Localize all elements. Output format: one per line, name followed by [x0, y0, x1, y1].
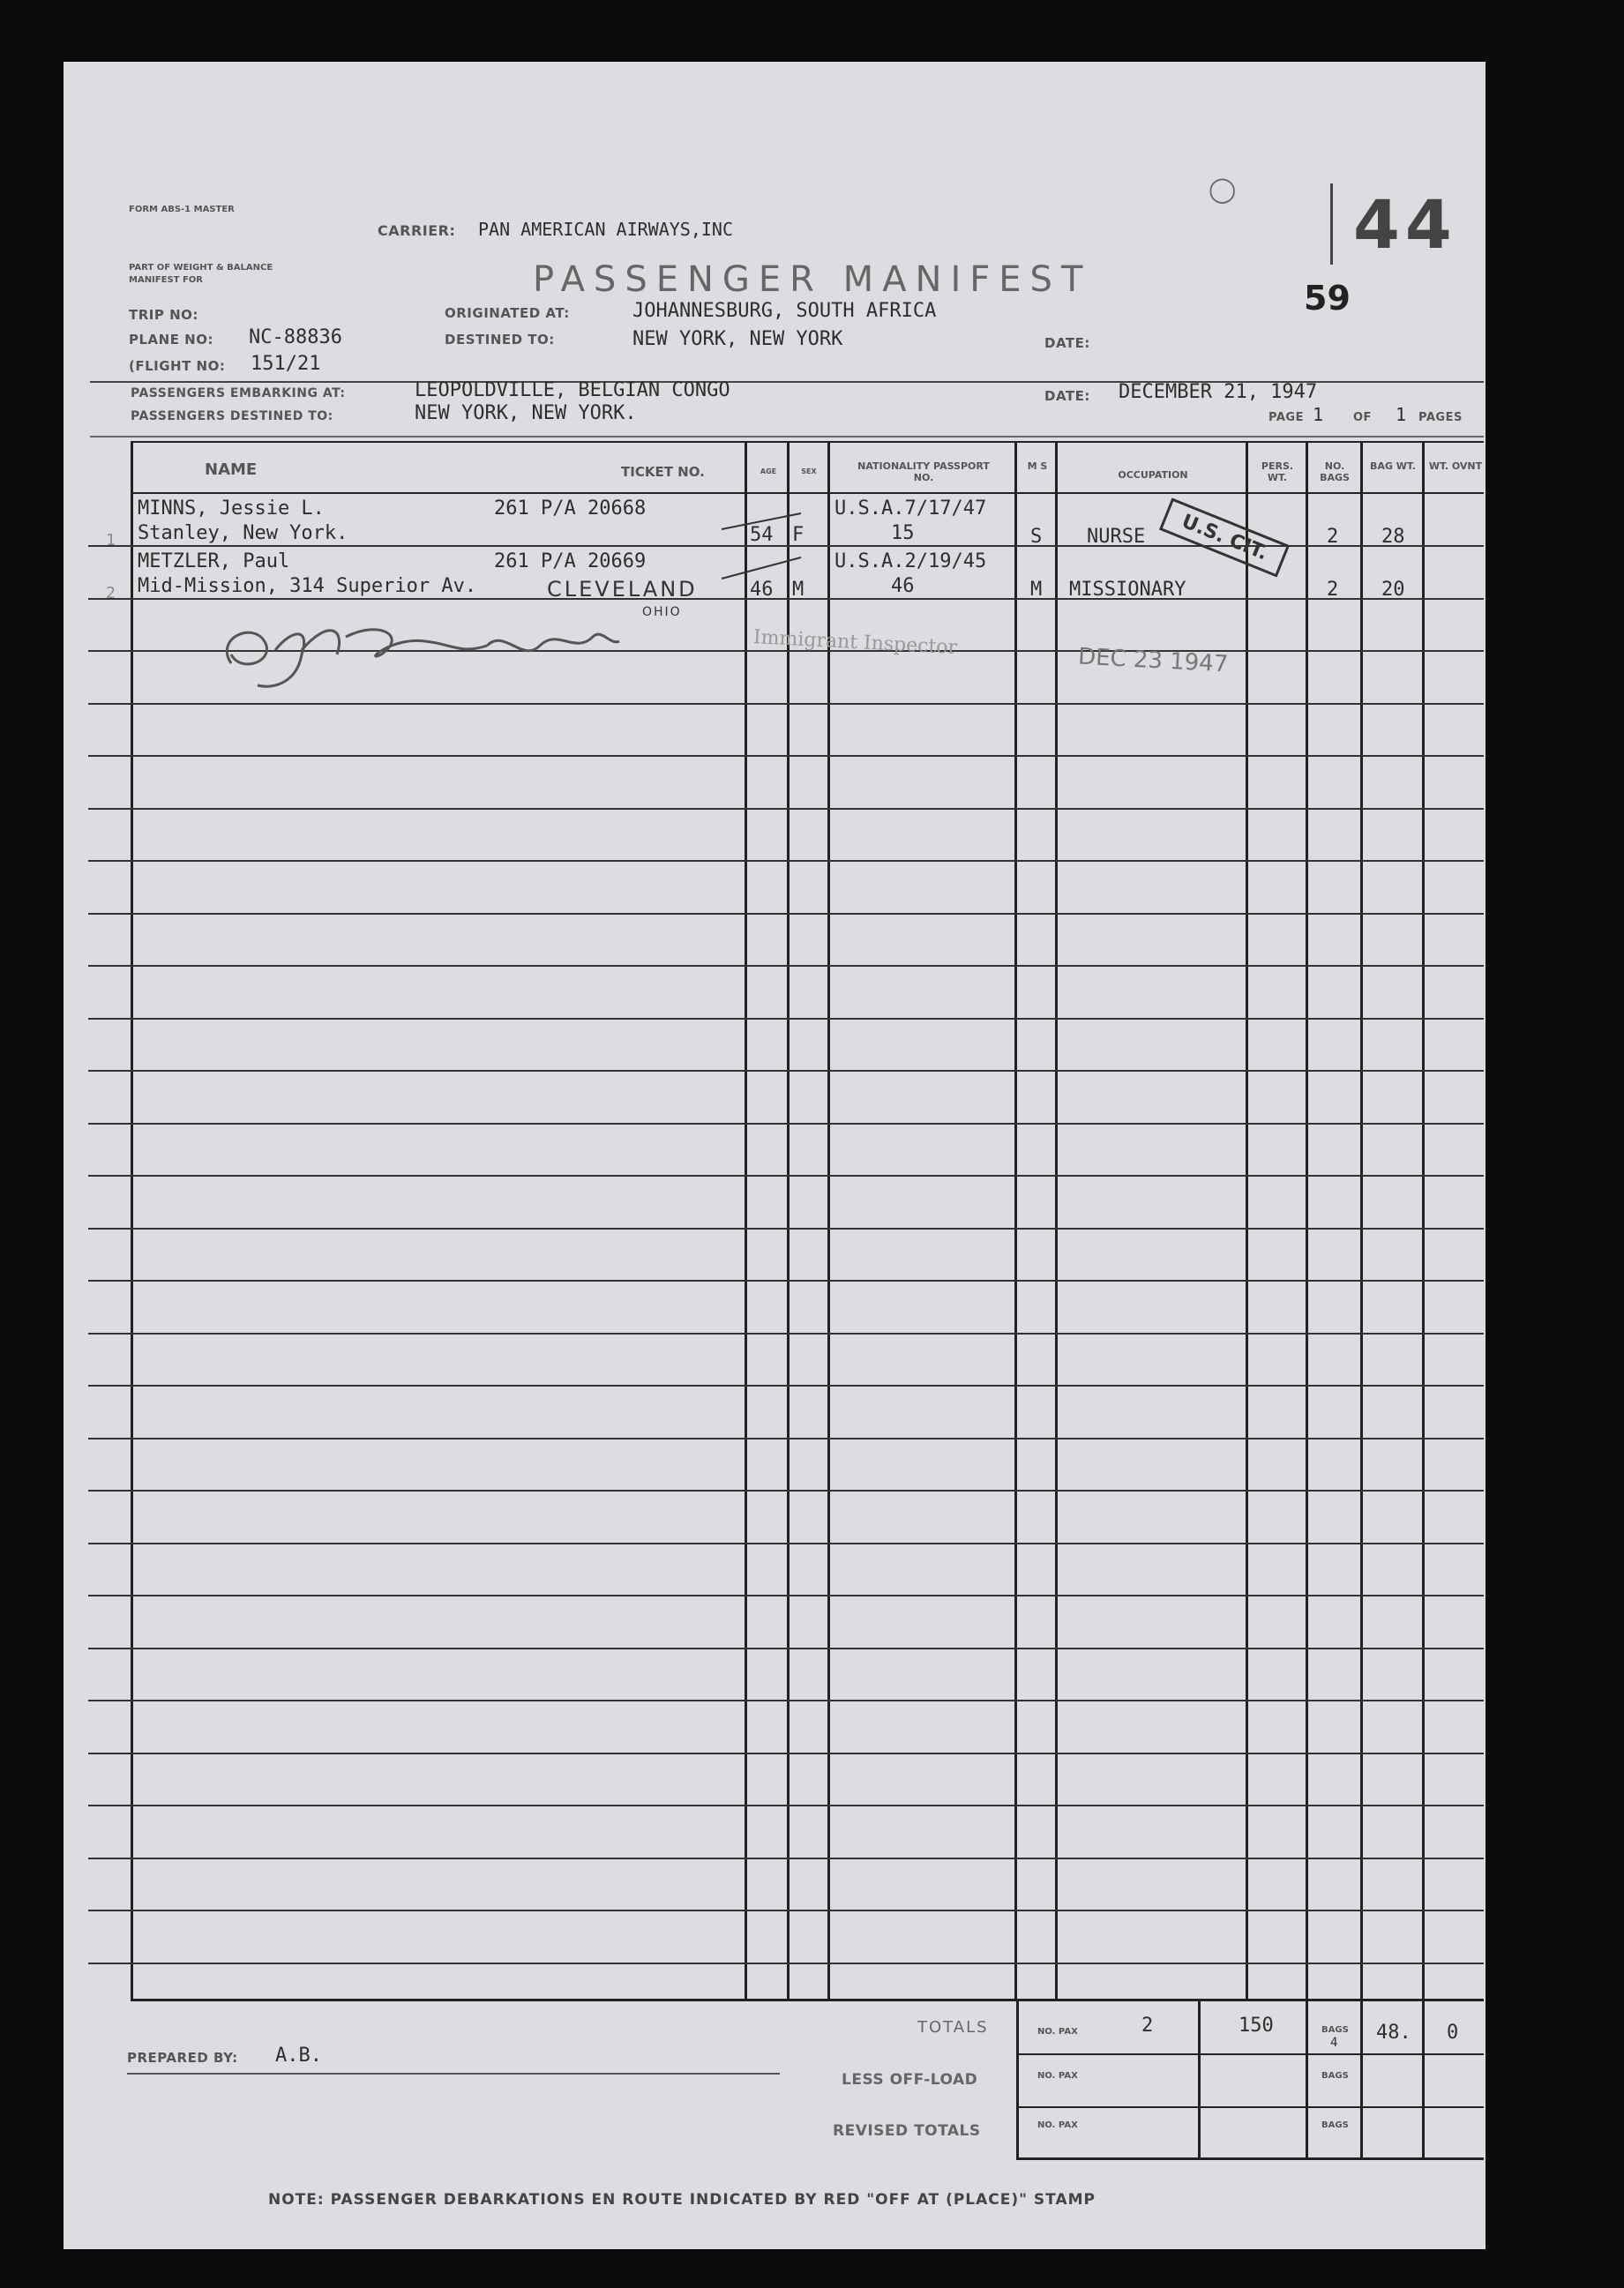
row-2-name: METZLER, Paul — [138, 550, 290, 572]
grid-row-rule — [88, 1280, 1484, 1282]
grid-top-rule — [131, 441, 1484, 443]
page-value: 1 — [1313, 404, 1324, 425]
immigrant-inspector-stamp: Immigrant Inspector — [752, 626, 958, 660]
col-line — [745, 441, 747, 2000]
col-header-no-bags: NO. BAGS — [1320, 460, 1350, 483]
manifest-paper — [64, 62, 1486, 2249]
revised-totals-label: REVISED TOTALS — [833, 2122, 981, 2140]
row-2-occupation: MISSIONARY — [1069, 579, 1186, 601]
row-1-age: 54 — [750, 524, 774, 546]
col-header-pers-wt: PERS. WT. — [1261, 460, 1294, 483]
col-header-ticket: TICKET NO. — [621, 464, 705, 480]
col-line — [1055, 441, 1058, 2000]
row-2-no-bags: 2 — [1327, 579, 1339, 601]
total-pers-wt: 150 — [1239, 2015, 1274, 2037]
col-header-wt-ovnt: WT. OVNT — [1428, 460, 1483, 472]
corner-mark: 44 — [1353, 185, 1457, 264]
grid-row-rule — [88, 1963, 1484, 1964]
row-2-bag-wt: 20 — [1381, 579, 1405, 601]
row-1-ms: S — [1030, 526, 1043, 548]
of-label: OF — [1353, 411, 1372, 424]
row-1-name: MINNS, Jessie L. — [138, 497, 325, 520]
col-line — [1422, 441, 1425, 2000]
col-line — [787, 441, 790, 2000]
row-1-ticket: 261 P/A 20668 — [494, 497, 647, 520]
footer-note: NOTE: PASSENGER DEBARKATIONS EN ROUTE INDICATED BY RED "OFF AT (PLACE)" STAMP — [268, 2191, 1096, 2209]
col-header-nationality: NATIONALITY PASSPORT NO. — [857, 460, 990, 483]
col-line — [1306, 441, 1308, 2000]
destined-pax-value: NEW YORK, NEW YORK. — [415, 402, 637, 424]
row-1-passport-a: U.S.A.7/17/47 — [834, 497, 987, 520]
grid-row-rule — [88, 965, 1484, 967]
row-1-passport-b: 15 — [891, 522, 915, 544]
corner-divider — [1330, 183, 1333, 265]
flight-label: (FLIGHT NO: — [129, 358, 226, 374]
row-1-number: 1 — [106, 531, 116, 550]
plane-value: NC-88836 — [249, 326, 342, 348]
row-2-age: 46 — [750, 579, 774, 601]
row-2-address-handwritten: CLEVELAND — [547, 577, 698, 602]
grid-row-rule — [88, 1910, 1484, 1911]
us-cit-stamp: U.S. CIT. — [1159, 497, 1291, 577]
embarking-value: LEOPOLDVILLE, BELGIAN CONGO — [415, 379, 730, 401]
totals-col — [1306, 1999, 1308, 2159]
bags-label: BAGS — [1321, 2025, 1349, 2035]
bags-label: BAGS — [1321, 2071, 1349, 2081]
pages-value: 1 — [1396, 404, 1407, 425]
totals-label: TOTALS — [917, 2018, 989, 2037]
less-off-load-label: LESS OFF-LOAD — [842, 2071, 978, 2089]
total-bags: 4 — [1330, 2036, 1338, 2050]
grid-row-rule — [88, 755, 1484, 757]
manifest-for-label: MANIFEST FOR — [129, 275, 203, 285]
date-label: DATE: — [1044, 335, 1090, 351]
grid-row-rule — [88, 1018, 1484, 1020]
originated-value: JOHANNESBURG, SOUTH AFRICA — [632, 300, 937, 322]
totals-col — [1016, 1999, 1019, 2159]
col-header-age: AGE — [760, 467, 777, 475]
col-header-sex: SEX — [801, 467, 817, 475]
trip-label: TRIP NO: — [129, 307, 198, 323]
totals-col — [1198, 1999, 1201, 2159]
col-header-ms: M S — [1027, 460, 1048, 472]
pages-label: PAGES — [1418, 411, 1463, 424]
row-1-sex: F — [792, 524, 805, 546]
date2-value: DECEMBER 21, 1947 — [1119, 381, 1318, 403]
grid-row-rule — [88, 808, 1484, 810]
grid-row-rule — [88, 1385, 1484, 1387]
totals-top-rule — [1016, 1999, 1484, 2000]
row-2-passport-a: U.S.A.2/19/45 — [834, 550, 987, 572]
embarking-label: PASSENGERS EMBARKING AT: — [131, 386, 346, 400]
inspection-date-stamp: DEC 23 1947 — [1077, 643, 1230, 678]
total-bag-wt: 48. — [1376, 2022, 1411, 2044]
check-marks — [716, 510, 849, 580]
prepared-by-line — [127, 2073, 780, 2075]
bags-label: BAGS — [1321, 2120, 1349, 2130]
prepared-by-label: PREPARED BY: — [127, 2050, 238, 2066]
grid-row-rule — [88, 1123, 1484, 1125]
grid-row-rule — [88, 1858, 1484, 1859]
grid-header-rule — [131, 492, 1484, 494]
row-2-number: 2 — [106, 584, 116, 602]
page-title: PASSENGER MANIFEST — [533, 259, 1092, 300]
form-number: FORM ABS-1 MASTER — [129, 205, 235, 214]
row-1-bag-wt: 28 — [1381, 526, 1405, 548]
grid-row-rule — [88, 598, 1484, 600]
no-pax-label: NO. PAX — [1037, 2071, 1078, 2081]
grid-row-rule — [88, 1543, 1484, 1544]
grid-row-rule — [88, 1333, 1484, 1335]
row-1-address: Stanley, New York. — [138, 522, 348, 544]
grid-row-rule — [88, 1228, 1484, 1230]
carrier-value: PAN AMERICAN AIRWAYS,INC — [478, 219, 733, 240]
grid-row-rule — [88, 1175, 1484, 1177]
page-number-stamp: 59 — [1304, 279, 1351, 318]
col-line — [131, 441, 133, 2000]
grid-row-rule — [88, 1753, 1484, 1754]
total-ovnt: 0 — [1447, 2022, 1459, 2044]
col-header-name: NAME — [205, 460, 258, 479]
col-line — [1360, 441, 1363, 2000]
originated-label: ORIGINATED AT: — [445, 305, 570, 321]
carrier-label: CARRIER: — [378, 222, 456, 239]
date2-label: DATE: — [1044, 388, 1090, 404]
prepared-by-value: A.B. — [275, 2045, 322, 2067]
grid-row-rule — [88, 1805, 1484, 1806]
col-line — [827, 441, 830, 2000]
totals-col — [1360, 1999, 1363, 2159]
totals-bottom-rule — [1016, 2157, 1484, 2160]
part-of-label: PART OF WEIGHT & BALANCE — [129, 263, 273, 273]
inspector-signature — [205, 602, 699, 699]
totals-rule-2 — [1016, 2106, 1484, 2108]
col-header-occupation: OCCUPATION — [1118, 469, 1188, 481]
grid-row-rule — [88, 913, 1484, 915]
col-line — [1246, 441, 1248, 2000]
destined-label: DESTINED TO: — [445, 332, 555, 348]
grid-row-rule — [88, 1438, 1484, 1439]
grid-row-rule — [88, 1070, 1484, 1072]
row-1-no-bags: 2 — [1327, 526, 1339, 548]
page-label: PAGE — [1269, 411, 1304, 424]
header-rule-2 — [90, 436, 1484, 437]
destined-value: NEW YORK, NEW YORK — [632, 328, 843, 350]
row-2-ms: M — [1030, 579, 1043, 601]
row-2-address: Mid-Mission, 314 Superior Av. — [138, 575, 477, 597]
row-2-ticket: 261 P/A 20669 — [494, 550, 647, 572]
flight-value: 151/21 — [251, 353, 321, 375]
totals-col — [1422, 1999, 1425, 2159]
row-2-address-handwritten-state: OHIO — [642, 605, 682, 619]
row-1-occupation: NURSE — [1087, 526, 1146, 548]
row-2-sex: M — [792, 579, 805, 601]
grid-row-rule — [88, 1595, 1484, 1596]
no-pax-label: NO. PAX — [1037, 2120, 1078, 2130]
grid-row-rule — [88, 1700, 1484, 1701]
grid-row-rule — [88, 1648, 1484, 1649]
col-line — [1014, 441, 1017, 2000]
col-header-bag-wt: BAG WT. — [1370, 460, 1416, 472]
total-pax: 2 — [1141, 2015, 1154, 2037]
grid-row-rule — [88, 860, 1484, 862]
totals-rule-1 — [1016, 2053, 1484, 2055]
grid-row-rule — [88, 1490, 1484, 1492]
destined-pax-label: PASSENGERS DESTINED TO: — [131, 409, 333, 423]
no-pax-label: NO. PAX — [1037, 2027, 1078, 2037]
grid-row-rule — [88, 703, 1484, 705]
plane-label: PLANE NO: — [129, 332, 213, 348]
circle-mark: ◯ — [1209, 175, 1237, 204]
row-2-passport-b: 46 — [891, 575, 915, 597]
